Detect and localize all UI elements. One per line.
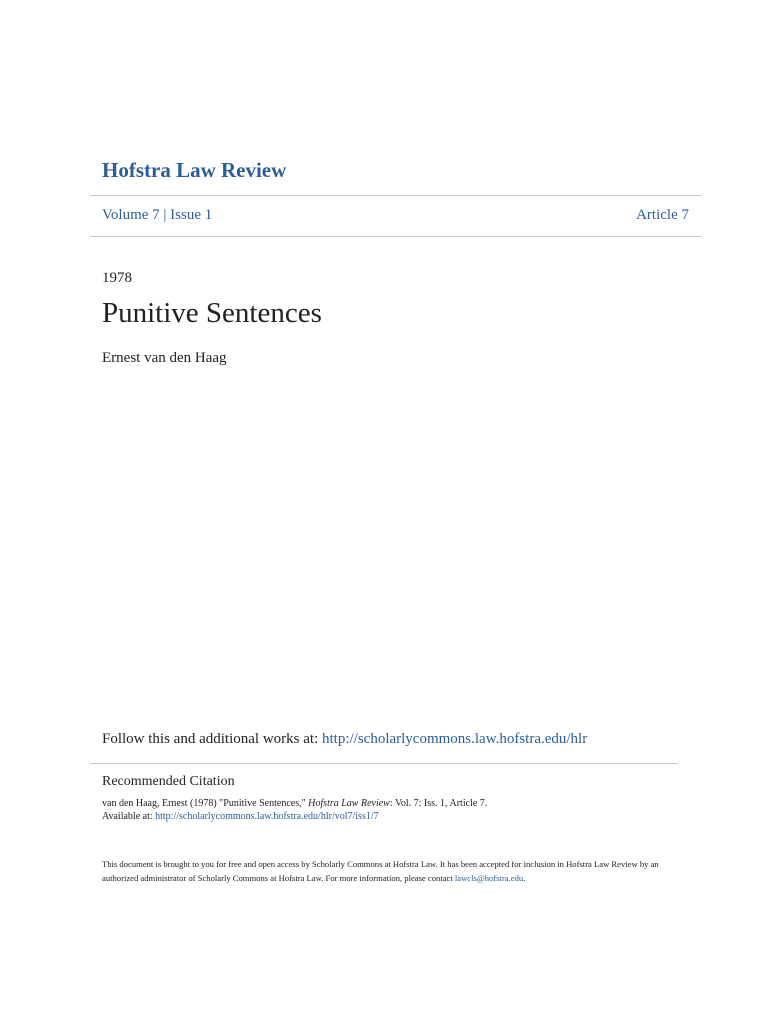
issue-link[interactable]: Issue 1 — [170, 207, 213, 223]
issue-breadcrumb — [102, 207, 212, 224]
citation-heading: Recommended Citation — [102, 774, 235, 789]
citation-url-link[interactable]: http://scholarlycommons.law.hofstra.edu/hlr/vol7/iss1/7 — [155, 811, 379, 822]
citation-available: Available at: http://scholarlycommons.law.hofstra.edu/hlr/vol7/iss1/7 — [102, 811, 379, 822]
citation-text: van den Haag, Ernest (1978) "Punitive Sentences," Hofstra Law Review: Vol. 7: Iss. 1, Article 7. — [102, 798, 488, 809]
journal-title-link[interactable]: Hofstra Law Review — [102, 158, 287, 182]
middle-divider — [90, 236, 701, 237]
publication-year: 1978 — [102, 270, 132, 286]
follow-line — [102, 731, 587, 748]
contact-email-link[interactable]: lawcls@hofstra.edu — [454, 873, 524, 883]
follow-label: Follow this and additional works at: — [102, 731, 322, 747]
citation-body — [102, 797, 487, 823]
author-name: Ernest van den Haag — [102, 350, 227, 366]
follow-url-link[interactable]: http://scholarlycommons.law.hofstra.edu/hlr — [321, 731, 588, 747]
access-notice: This document is brought to you for free and open access by Scholarly Commons at Hofstra Law. It has been accepted for inclusion in Hofstra Law Review by an authorized administrator of Scholarly Commons at Hofstra Law. For more information, please contact lawcls@hofstra.edu. — [102, 859, 659, 883]
article-number-link[interactable]: Article 7 — [636, 207, 689, 223]
breadcrumb-separator: | — [159, 207, 171, 223]
article-title: Punitive Sentences — [102, 297, 322, 329]
citation-divider — [90, 763, 678, 764]
volume-link[interactable]: Volume 7 — [102, 207, 160, 223]
citation-journal: Hofstra Law Review — [308, 798, 390, 809]
top-divider — [90, 195, 701, 196]
